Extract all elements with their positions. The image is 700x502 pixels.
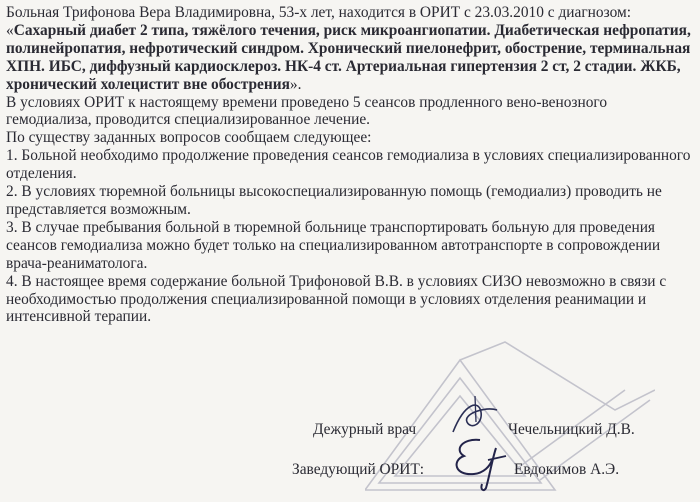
intro-suffix: ». <box>289 75 302 93</box>
duty-doctor-row <box>0 421 700 441</box>
point-4: 4. В настоящее время содержание больной Трифоновой В.В. в условиях СИЗО невозможно в связи с необходимостью продолжения специализированной помощи в условиях отделения реанимации и интенсивной терапии. <box>6 272 667 326</box>
duty-doctor-name: Чечельницкий Д.В. <box>508 421 635 438</box>
point-1: 1. Больной необходимо продолжение проведения сеансов гемодиализа в условиях специализированного отделения. <box>6 147 691 183</box>
diagnosis-text: Сахарный диабет 2 типа, тяжёлого течения, риск микроангиопатии. Диабетическая нефропатия, полинейропатия, нефротический синдром. Хронический пиелонефрит, обострение, терминальная ХПН. ИБС, диффузный кардиосклероз. НК-4 ст. Артериальная гипертензия 2 ст, 2 стадии. ЖКБ, хронический холецистит вне обострения <box>6 21 691 93</box>
point-2: 2. В условиях тюремной больницы высокоспециализированную помощь (гемодиализ) проводить не представляется возможным. <box>6 183 662 218</box>
questions-intro: По существу заданных вопросов сообщаем следующее: <box>6 129 372 147</box>
treatment-paragraph: В условиях ОРИТ к настоящему времени проведено 5 сеансов продленного вено-венозного гемодиализа, проводится специализированное лечение. <box>6 93 608 129</box>
intro-prefix: Больная Трифонова Вера Владимировна, 53-х лет, находится в ОРИТ с 23.03.2010 с диагнозом: « <box>6 4 631 39</box>
letter-body <box>6 4 696 326</box>
point-3: 3. В случае пребывания больной в тюремной больнице транспортировать больную для проведения сеансов гемодиализа можно будет только на специализированном автотранспорте в сопровождении врача-реаниматолога. <box>6 218 661 272</box>
head-role: Заведующий ОРИТ: <box>292 461 425 478</box>
head-name: Евдокимов А.Э. <box>514 461 620 478</box>
intro-paragraph <box>6 4 696 94</box>
head-of-department-row <box>0 461 700 481</box>
duty-doctor-role: Дежурный врач <box>313 421 417 438</box>
